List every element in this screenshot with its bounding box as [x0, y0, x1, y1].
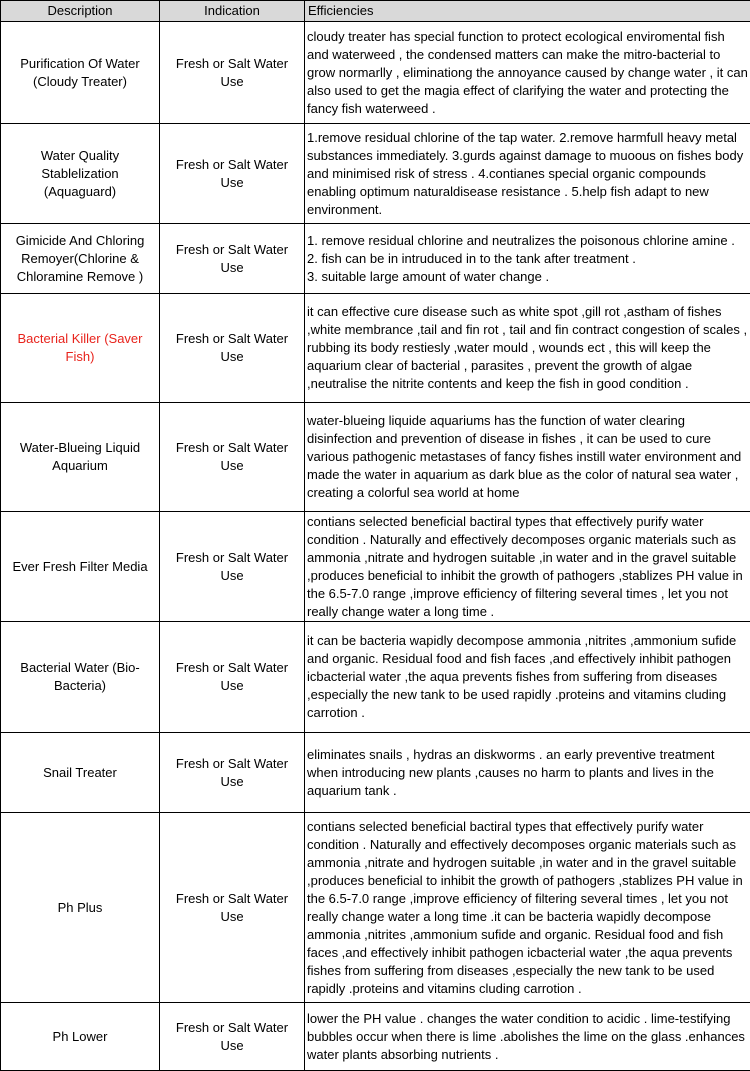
header-indication: Indication: [160, 1, 305, 22]
table-row: [1, 124, 750, 224]
table-row: [1, 224, 750, 294]
cell-indication: Fresh or Salt Water Use: [160, 622, 305, 733]
cell-efficiencies: eliminates snails , hydras an diskworms . an early preventive treatment when introducing new plants ,causes no harm to plants and lives in the aquarium tank .: [305, 733, 750, 813]
cell-description: Gimicide And Chloring Remoyer(Chlorine & Chloramine Remove ): [1, 224, 160, 294]
cell-indication: Fresh or Salt Water Use: [160, 224, 305, 294]
cell-efficiencies: contians selected beneficial bactiral types that effectively purify water condition . Naturally and effectively decomposes organic materials such as ammonia ,nitrate and hydrogen suitable ,in water and in the gravel suitable ,produces beneficial to inhibit the growth of pathogers ,stablizes PH value in the 6.5-7.0 range ,improve efficiency of filtering several times , let you not really change water a long time .: [305, 512, 750, 622]
cell-description: Purification Of Water (Cloudy Treater): [1, 22, 160, 124]
cell-indication: Fresh or Salt Water Use: [160, 733, 305, 813]
cell-description: Bacterial Killer (Saver Fish): [1, 294, 160, 403]
table-row: [1, 813, 750, 1003]
cell-indication: Fresh or Salt Water Use: [160, 22, 305, 124]
cell-indication: Fresh or Salt Water Use: [160, 294, 305, 403]
cell-indication: Fresh or Salt Water Use: [160, 813, 305, 1003]
table-row: [1, 22, 750, 124]
cell-efficiencies: cloudy treater has special function to protect ecological enviromental fish and waterweed , the condensed matters can make the mitro-bacterial to grow normarlly , eliminationg the annoyance caused by change water , it can also used to get the magia effect of clarifying the water and protecting the fancy fish waterweed .: [305, 22, 750, 124]
table-row: [1, 733, 750, 813]
header-efficiencies: Efficiencies: [305, 1, 750, 22]
table-row: [1, 403, 750, 512]
table-row: [1, 294, 750, 403]
cell-efficiencies: 1. remove residual chlorine and neutralizes the poisonous chlorine amine . 2. fish can be in intruduced in to the tank after treatment . 3. suitable large amount of water change .: [305, 224, 750, 294]
cell-description: Bacterial Water (Bio-Bacteria): [1, 622, 160, 733]
cell-efficiencies: water-blueing liquide aquariums has the function of water clearing disinfection and prevention of disease in fishes , it can be used to cure various pathogenic metastases of fancy fishes instill water environment and made the water in aquarium as dark blue as the color of natural sea water , creating a colorful sea world at home: [305, 403, 750, 512]
cell-description: Snail Treater: [1, 733, 160, 813]
cell-description: Ph Lower: [1, 1003, 160, 1071]
cell-efficiencies: 1.remove residual chlorine of the tap water. 2.remove harmfull heavy metal substances immediately. 3.gurds against damage to muoous on fishes body and minimised risk of stress . 4.contianes special organic compounds enabling optimum naturaldisease resistance . 5.help fish adapt to new environment.: [305, 124, 750, 224]
table-row: [1, 1003, 750, 1071]
cell-efficiencies: contians selected beneficial bactiral types that effectively purify water condition . Naturally and effectively decomposes organic materials such as ammonia ,nitrate and hydrogen suitable ,in water and in the gravel suitable ,produces beneficial to inhibit the growth of pathogers ,stablizes PH value in the 6.5-7.0 range ,improve efficiency of filtering several times , let you not really change water a long time .it can be bacteria wapidly decompose ammonia ,nitrites ,ammonium sufide and organic. Residual food and fish faces ,and effectively inhibit pathogen icbacterial water ,the aqua prevents fishes from suffering from diseases ,especially the new tank to be used rapidly .proteins and vitamins cluding carrotion .: [305, 813, 750, 1003]
cell-efficiencies: it can be bacteria wapidly decompose ammonia ,nitrites ,ammonium sufide and organic. Residual food and fish faces ,and effectively inhibit pathogen icbacterial water ,the aqua prevents fishes from suffering from diseases ,especially the new tank to be used rapidly .proteins and vitamins cluding carrotion .: [305, 622, 750, 733]
table-row: [1, 512, 750, 622]
cell-description: Ph Plus: [1, 813, 160, 1003]
cell-efficiencies: it can effective cure disease such as white spot ,gill rot ,astham of fishes ,white membrance ,tail and fin rot , tail and fin contract congestion of scales , rubbing its body restiesly ,water mould , wounds ect , this will keep the aquarium clear of bacterial , parasites , prevent the growth of algae ,neutralise the nitrite contents and keep the fish in good condition .: [305, 294, 750, 403]
header-description: Description: [1, 1, 160, 22]
cell-indication: Fresh or Salt Water Use: [160, 512, 305, 622]
cell-description: Water Quality Stablelization (Aquaguard): [1, 124, 160, 224]
cell-description: Water-Blueing Liquid Aquarium: [1, 403, 160, 512]
cell-description: Ever Fresh Filter Media: [1, 512, 160, 622]
table-row: [1, 622, 750, 733]
header-row: [1, 1, 750, 22]
cell-indication: Fresh or Salt Water Use: [160, 1003, 305, 1071]
cell-indication: Fresh or Salt Water Use: [160, 124, 305, 224]
cell-indication: Fresh or Salt Water Use: [160, 403, 305, 512]
cell-efficiencies: lower the PH value . changes the water condition to acidic . lime-testifying bubbles occur when there is lime .abolishes the lime on the glass .enhances water plants absorbing nutrients .: [305, 1003, 750, 1071]
